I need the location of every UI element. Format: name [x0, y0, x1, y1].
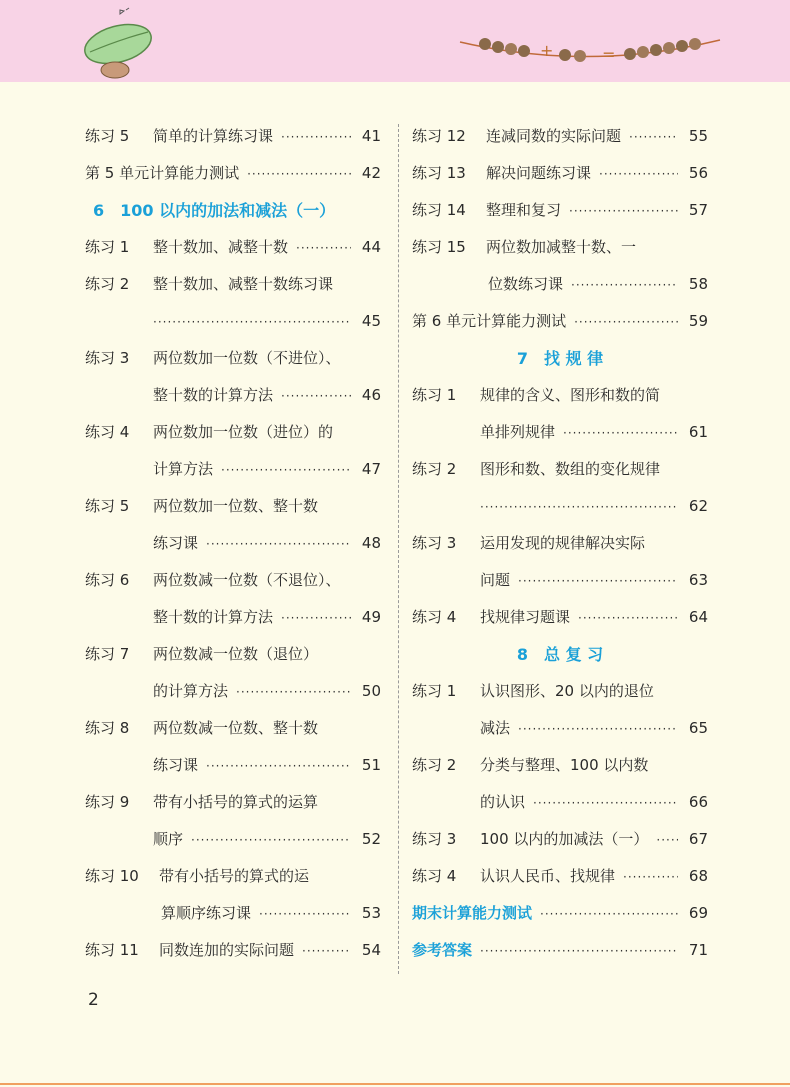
entry-label: 练习 13	[412, 164, 466, 182]
toc-line	[85, 636, 381, 673]
toc-line	[85, 932, 381, 969]
entry-label: 练习 4	[85, 423, 130, 441]
entry-page: 65	[688, 719, 708, 737]
entry-label: 练习 4	[412, 867, 457, 885]
leader-dots	[281, 378, 351, 415]
entry-page: 59	[688, 312, 708, 330]
entry-title: 位数练习课	[488, 275, 564, 293]
leader-dots	[281, 119, 351, 156]
entry-label: 练习 6	[85, 571, 130, 589]
entry-label: 练习 1	[85, 238, 130, 256]
entry-title: 两位数加减整十数、一	[486, 238, 637, 256]
toc-line	[85, 414, 381, 451]
toc-entry[interactable]	[85, 266, 381, 340]
entry-page: 58	[688, 275, 708, 293]
leader-dots	[518, 563, 678, 600]
leader-dots	[191, 822, 351, 859]
entry-title: 计算方法	[153, 460, 214, 478]
entry-title: 两位数加一位数（不进位）、	[153, 349, 341, 367]
entry-label: 练习 7	[85, 645, 130, 663]
toc-line	[412, 377, 708, 414]
entry-title: 两位数加一位数、整十数	[153, 497, 319, 515]
entry-page: 68	[688, 867, 708, 885]
entry-title: 参考答案	[412, 941, 473, 959]
entry-title: 算顺序练习课	[161, 904, 252, 922]
leader-dots	[518, 711, 678, 748]
entry-title: 简单的计算练习课	[153, 127, 274, 145]
entry-title: 第 6 单元计算能力测试	[412, 312, 567, 330]
leader-dots	[206, 526, 351, 563]
leader-dots	[533, 785, 678, 822]
owls-on-wire-icon	[460, 38, 720, 64]
entry-page: 57	[688, 201, 708, 219]
entry-label: 练习 10	[85, 867, 139, 885]
toc-line	[412, 599, 708, 636]
entry-title: 两位数减一位数、整十数	[153, 719, 319, 737]
toc-line	[412, 229, 708, 266]
entry-page: 48	[361, 534, 381, 552]
leaf-icon	[80, 8, 155, 78]
toc-line	[412, 488, 708, 525]
toc-line	[85, 895, 381, 932]
entry-label: 练习 11	[85, 941, 139, 959]
toc-entry[interactable]	[85, 340, 381, 414]
toc-entry[interactable]	[85, 784, 381, 858]
leader-dots	[571, 267, 678, 304]
toc-line	[85, 266, 381, 303]
entry-title: 整十数加、减整十数练习课	[153, 275, 334, 293]
toc-entry[interactable]	[412, 599, 708, 636]
entry-page: 49	[361, 608, 381, 626]
entry-title: 同数连加的实际问题	[159, 941, 295, 959]
entry-label: 练习 3	[412, 830, 457, 848]
toc-entry[interactable]	[412, 858, 708, 895]
leader-dots	[629, 119, 678, 156]
entry-label: 练习 5	[85, 127, 130, 145]
entry-title: 分类与整理、100 以内数	[480, 756, 649, 774]
leader-dots	[578, 600, 678, 637]
entry-title: 100 以内的加减法（一）	[480, 830, 649, 848]
entry-label: 练习 15	[412, 238, 466, 256]
toc-entry[interactable]	[412, 673, 708, 747]
entry-label: 练习 9	[85, 793, 130, 811]
toc-line	[412, 858, 708, 895]
entry-page: 46	[361, 386, 381, 404]
toc-entry[interactable]	[85, 710, 381, 784]
entry-page: 71	[688, 941, 708, 959]
entry-page: 44	[361, 238, 381, 256]
entry-title: 认识图形、20 以内的退位	[480, 682, 654, 700]
entry-title: 认识人民币、找规律	[480, 867, 616, 885]
toc-entry[interactable]	[85, 488, 381, 562]
entry-title: 第 5 单元计算能力测试	[85, 164, 240, 182]
toc-entry[interactable]	[412, 451, 708, 525]
toc-entry-answers[interactable]	[412, 932, 708, 969]
leader-dots	[623, 859, 678, 896]
entry-page: 62	[688, 497, 708, 515]
leader-dots	[247, 156, 351, 193]
toc-line	[412, 747, 708, 784]
entry-label: 练习 3	[412, 534, 457, 552]
entry-page: 52	[361, 830, 381, 848]
entry-page: 67	[688, 830, 708, 848]
toc-line	[85, 858, 381, 895]
entry-page: 63	[688, 571, 708, 589]
entry-title: 顺序	[153, 830, 184, 848]
entry-title: 图形和数、数组的变化规律	[480, 460, 661, 478]
entry-title: 减法	[480, 719, 511, 737]
toc-line	[412, 303, 708, 340]
entry-title: 练习课	[153, 756, 199, 774]
toc-line	[412, 266, 708, 303]
leader-dots	[236, 674, 351, 711]
entry-title: 连减同数的实际问题	[486, 127, 622, 145]
entry-title: 两位数减一位数（退位）	[153, 645, 319, 663]
section-7-heading: 7 找 规 律	[516, 349, 604, 368]
leader-dots	[221, 452, 351, 489]
entry-title: 两位数加一位数（进位）的	[153, 423, 334, 441]
leader-dots	[296, 230, 351, 267]
leader-dots	[480, 933, 678, 970]
bottom-rule	[0, 1083, 790, 1085]
entry-page: 69	[688, 904, 708, 922]
entry-page: 66	[688, 793, 708, 811]
toc-entry[interactable]	[85, 118, 381, 155]
toc-entry[interactable]	[85, 414, 381, 488]
toc-line	[85, 599, 381, 636]
toc-line	[85, 229, 381, 266]
toc-entry[interactable]	[412, 229, 708, 303]
toc-entry[interactable]	[412, 192, 708, 229]
svg-text:+: +	[540, 41, 554, 60]
toc-line	[85, 488, 381, 525]
toc-line	[85, 340, 381, 377]
toc-entry[interactable]	[85, 229, 381, 266]
entry-label: 练习 4	[412, 608, 457, 626]
header-banner	[0, 0, 790, 82]
toc-entry[interactable]	[85, 636, 381, 710]
entry-page: 47	[361, 460, 381, 478]
section-6-heading: 6 100 以内的加法和减法（一）	[93, 201, 336, 220]
entry-title: 整十数的计算方法	[153, 386, 274, 404]
entry-page: 51	[361, 756, 381, 774]
toc-line	[85, 118, 381, 155]
leader-dots	[302, 933, 351, 970]
toc-line	[412, 673, 708, 710]
entry-title: 规律的含义、图形和数的简	[480, 386, 661, 404]
toc-line	[412, 451, 708, 488]
toc-line	[412, 118, 708, 155]
entry-title: 找规律习题课	[480, 608, 571, 626]
toc-line	[412, 192, 708, 229]
entry-page: 56	[688, 164, 708, 182]
leader-dots	[281, 600, 351, 637]
toc-entry[interactable]	[412, 155, 708, 192]
toc-line	[412, 155, 708, 192]
toc-entry[interactable]	[85, 932, 381, 969]
toc-line	[85, 303, 381, 340]
leader-dots	[656, 822, 678, 859]
entry-title: 的认识	[480, 793, 526, 811]
entry-title: 带有小括号的算式的运	[159, 867, 310, 885]
leader-dots	[599, 156, 678, 193]
entry-label: 练习 3	[85, 349, 130, 367]
entry-label: 练习 12	[412, 127, 466, 145]
toc-entry-final-test[interactable]	[412, 895, 708, 932]
toc-line	[412, 525, 708, 562]
toc-line	[85, 525, 381, 562]
entry-label: 练习 14	[412, 201, 466, 219]
leader-dots	[540, 896, 678, 933]
leader-dots	[574, 304, 678, 341]
leader-dots	[259, 896, 351, 933]
leader-dots	[206, 748, 351, 785]
entry-label: 练习 8	[85, 719, 130, 737]
toc-line	[412, 821, 708, 858]
toc-entry[interactable]	[412, 525, 708, 599]
toc-line	[85, 710, 381, 747]
toc-entry[interactable]	[412, 747, 708, 821]
entry-page: 61	[688, 423, 708, 441]
toc-entry[interactable]	[412, 118, 708, 155]
left-column	[85, 118, 381, 969]
entry-title: 单排列规律	[480, 423, 556, 441]
entry-title: 的计算方法	[153, 682, 229, 700]
page-number: 2	[88, 990, 99, 1010]
entry-title: 解决问题练习课	[486, 164, 592, 182]
right-column	[412, 118, 708, 969]
toc-entry[interactable]	[85, 562, 381, 636]
toc-line	[85, 784, 381, 821]
entry-title: 整十数加、减整十数	[153, 238, 289, 256]
entry-title: 问题	[480, 571, 511, 589]
entry-title: 两位数减一位数（不退位）、	[153, 571, 341, 589]
toc-entry[interactable]	[412, 303, 708, 340]
entry-page: 64	[688, 608, 708, 626]
entry-label: 练习 1	[412, 386, 457, 404]
entry-title: 期末计算能力测试	[412, 904, 533, 922]
toc-line	[412, 710, 708, 747]
entry-title: 运用发现的规律解决实际	[480, 534, 646, 552]
entry-title: 练习课	[153, 534, 199, 552]
toc-line	[412, 784, 708, 821]
entry-page: 45	[361, 312, 381, 330]
entry-title: 整理和复习	[486, 201, 562, 219]
entry-label: 练习 2	[85, 275, 130, 293]
entry-page: 53	[361, 904, 381, 922]
toc-line	[85, 562, 381, 599]
toc-line	[85, 155, 381, 192]
entry-label: 练习 2	[412, 756, 457, 774]
svg-text:=: =	[602, 45, 616, 64]
leader-dots	[563, 415, 678, 452]
entry-label: 练习 5	[85, 497, 130, 515]
toc-line	[412, 562, 708, 599]
toc-entry[interactable]	[85, 155, 381, 192]
entry-page: 42	[361, 164, 381, 182]
leader-dots	[569, 193, 678, 230]
toc-entry[interactable]	[412, 821, 708, 858]
toc-line	[412, 414, 708, 451]
leader-dots	[480, 489, 678, 526]
toc-entry[interactable]	[85, 858, 381, 932]
toc-line	[85, 821, 381, 858]
entry-title: 带有小括号的算式的运算	[153, 793, 319, 811]
section-8-heading: 8 总 复 习	[516, 645, 604, 664]
toc-line	[85, 377, 381, 414]
entry-page: 55	[688, 127, 708, 145]
entry-page: 54	[361, 941, 381, 959]
toc-line	[85, 451, 381, 488]
entry-page: 50	[361, 682, 381, 700]
header-decoration	[0, 0, 790, 82]
leader-dots	[153, 304, 351, 341]
entry-label: 练习 1	[412, 682, 457, 700]
entry-label: 练习 2	[412, 460, 457, 478]
entry-title: 整十数的计算方法	[153, 608, 274, 626]
entry-page: 41	[361, 127, 381, 145]
toc-line	[85, 747, 381, 784]
column-divider	[398, 124, 399, 974]
toc-entry[interactable]	[412, 377, 708, 451]
toc-line	[85, 673, 381, 710]
